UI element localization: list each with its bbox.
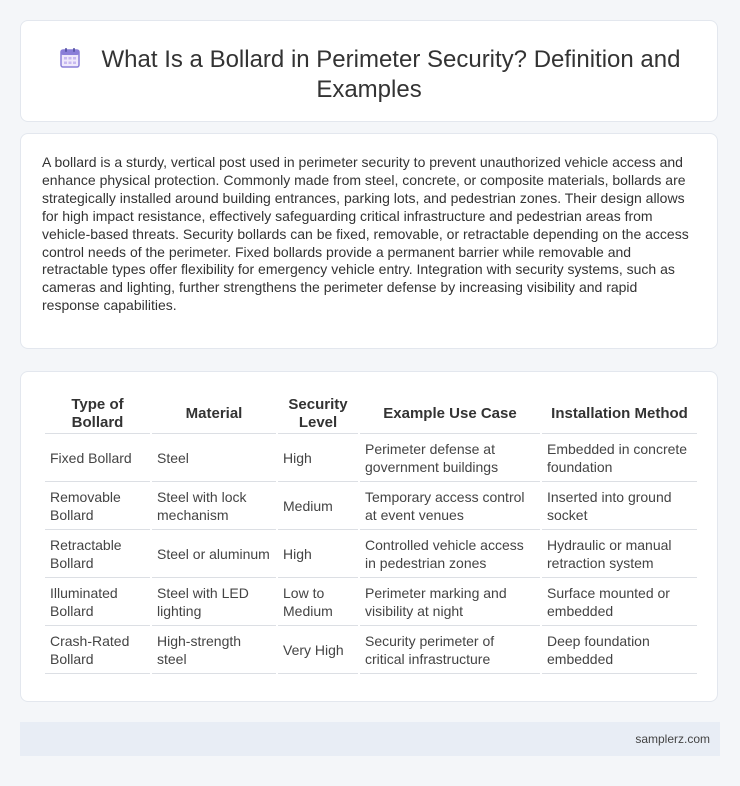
cell-material: Steel with LED lighting [152,578,276,626]
cell-material: Steel or aluminum [152,530,276,578]
table-row [45,578,697,626]
cell-security-level: High [278,530,358,578]
footer-site-link[interactable]: samplerz.com [635,732,710,746]
cell-type: Fixed Bollard [45,434,150,482]
bollard-table [43,394,699,674]
cell-installation: Embedded in concrete foundation [542,434,697,482]
cell-material: Steel with lock mechanism [152,482,276,530]
table-row [45,530,697,578]
cell-material: High-strength steel [152,626,276,674]
footer-bar [20,722,720,756]
cell-installation: Hydraulic or manual retraction system [542,530,697,578]
cell-installation: Surface mounted or embedded [542,578,697,626]
table-header-row [45,394,697,434]
table-row [45,626,697,674]
cell-use-case: Security perimeter of critical infrastructure [360,626,540,674]
table-card [20,371,718,702]
cell-use-case: Perimeter defense at government buildings [360,434,540,482]
cell-use-case: Controlled vehicle access in pedestrian zones [360,530,540,578]
cell-security-level: High [278,434,358,482]
header-security-level: Security Level [278,394,358,434]
title-card [20,20,718,122]
cell-type: Illuminated Bollard [45,578,150,626]
cell-material: Steel [152,434,276,482]
cell-type: Crash-Rated Bollard [45,626,150,674]
intro-card [20,133,718,349]
calendar-icon [58,46,82,70]
cell-installation: Inserted into ground socket [542,482,697,530]
cell-use-case: Temporary access control at event venues [360,482,540,530]
page-title [21,45,717,105]
cell-type: Removable Bollard [45,482,150,530]
cell-security-level: Low to Medium [278,578,358,626]
table-row [45,434,697,482]
cell-use-case: Perimeter marking and visibility at night [360,578,540,626]
cell-type: Retractable Bollard [45,530,150,578]
header-example-use-case: Example Use Case [360,394,540,434]
cell-security-level: Medium [278,482,358,530]
header-installation-method: Installation Method [542,394,697,434]
header-type: Type of Bollard [45,394,150,434]
intro-paragraph: A bollard is a sturdy, vertical post used in perimeter security to prevent unauthorized vehicle access and enhance physical protection. Commonly made from steel, concrete, or composite materials, bollards are strategically installed around building entrances, parking lots, and pedestrian zones. Their design allows for high impact resistance, effectively safeguarding critical infrastructure and pedestrian areas from vehicle-based threats. Security bollards can be fixed, removable, or retractable depending on the access control needs of the perimeter. Fixed bollards provide a permanent barrier while removable and retractable types offer flexibility for emergency vehicle entry. Integration with security systems, such as cameras and lighting, further strengthens the perimeter defense by increasing visibility and rapid response capabilities. [42,154,689,314]
table-row [45,482,697,530]
header-material: Material [152,394,276,434]
cell-installation: Deep foundation embedded [542,626,697,674]
cell-security-level: Very High [278,626,358,674]
page-title-text: What Is a Bollard in Perimeter Security? Definition and Examples [101,46,681,103]
